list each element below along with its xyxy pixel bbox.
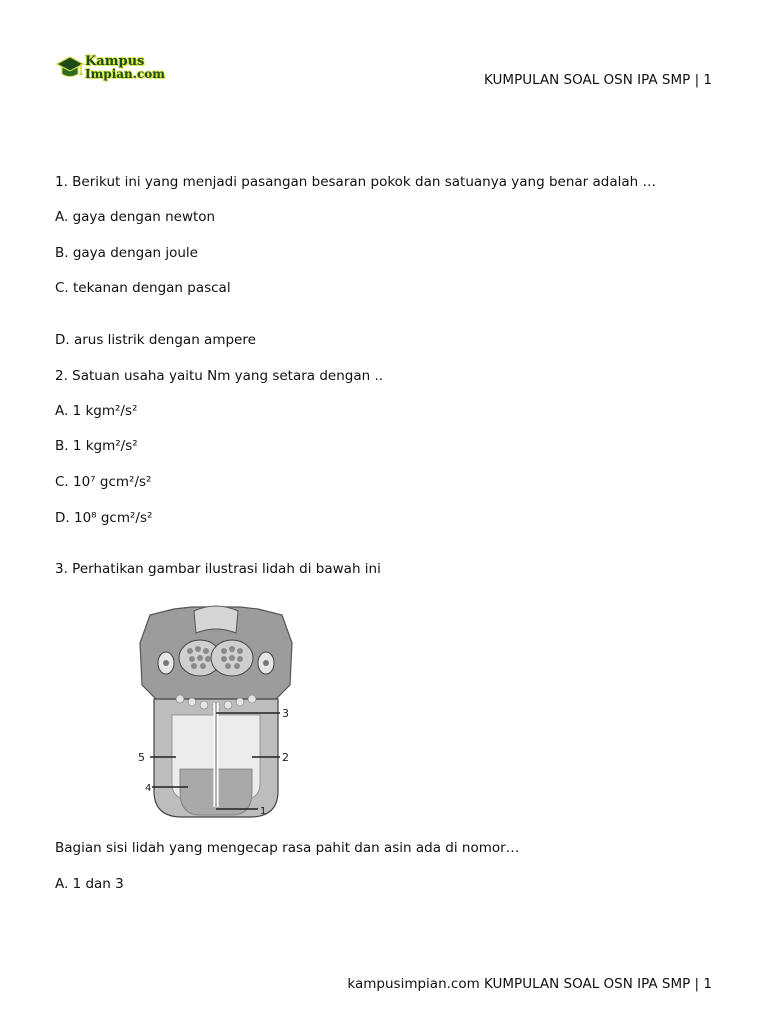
question-2-option-c: C. 10⁷ gcm²/s² bbox=[55, 474, 152, 490]
figure-label-3: 3 bbox=[282, 707, 289, 720]
question-1-option-a: A. gaya dengan newton bbox=[55, 209, 216, 225]
figure-label-1: 1 bbox=[260, 806, 267, 817]
question-1-option-c: C. tekanan dengan pascal bbox=[55, 280, 231, 296]
page-footer: kampusimpian.com KUMPULAN SOAL OSN IPA SMP | 1 bbox=[347, 976, 712, 992]
graduation-cap-icon bbox=[55, 53, 85, 83]
tongue-illustration bbox=[132, 603, 300, 820]
site-logo bbox=[55, 53, 190, 85]
figure-label-2: 2 bbox=[282, 751, 289, 764]
figure-label-5: 5 bbox=[138, 751, 145, 764]
question-3-stem: 3. Perhatikan gambar ilustrasi lidah di bawah ini bbox=[55, 561, 381, 577]
question-2-option-a: A. 1 kgm²/s² bbox=[55, 403, 138, 419]
question-1-stem: 1. Berikut ini yang menjadi pasangan besaran pokok dan satuanya yang benar adalah … bbox=[55, 174, 656, 190]
question-1-option-b: B. gaya dengan joule bbox=[55, 245, 198, 261]
logo-text-line1: Kampus bbox=[85, 54, 145, 69]
question-2-option-b: B. 1 kgm²/s² bbox=[55, 438, 138, 454]
figure-label-4: 4 bbox=[145, 783, 152, 794]
question-1-option-d: D. arus listrik dengan ampere bbox=[55, 332, 256, 348]
logo-text-line2: Impian.com bbox=[85, 67, 165, 81]
header-title: KUMPULAN SOAL OSN IPA SMP | 1 bbox=[484, 72, 712, 88]
question-3-prompt: Bagian sisi lidah yang mengecap rasa pahit dan asin ada di nomor… bbox=[55, 840, 520, 856]
question-2-option-d: D. 10⁸ gcm²/s² bbox=[55, 510, 153, 526]
question-2-stem: 2. Satuan usaha yaitu Nm yang setara dengan .. bbox=[55, 368, 384, 384]
question-3-option-a: A. 1 dan 3 bbox=[55, 876, 124, 892]
